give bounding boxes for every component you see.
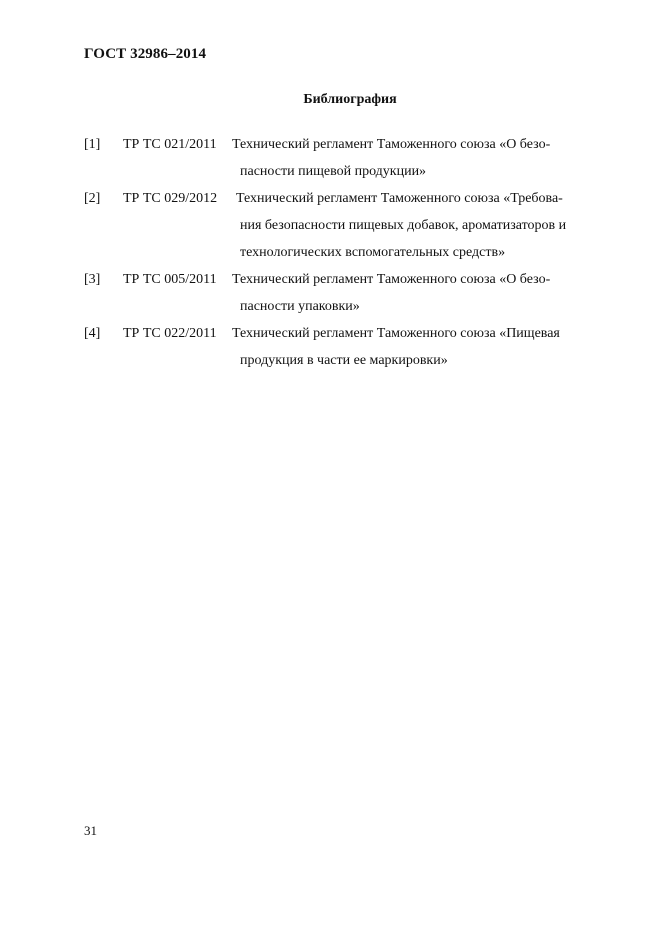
entry-text-line: продукция в части ее маркировки» [240,353,448,368]
entry-code: ТР ТС 022/2011 [123,326,217,341]
entry-text-line: Технический регламент Таможенного союза «Требова- [236,191,563,206]
entry-number: [3] [84,272,101,287]
page-number: 31 [84,823,97,838]
entry-number: [2] [84,191,101,206]
entry-text-line: ния безопасности пищевых добавок, ароматизаторов и [240,218,567,233]
document-header: ГОСТ 32986–2014 [84,46,207,62]
entry-text-line: технологических вспомогательных средств» [240,245,506,260]
entry-text-line: Технический регламент Таможенного союза «О безо- [232,272,551,287]
entry-text-line: Технический регламент Таможенного союза «О безо- [232,137,551,152]
entry-code: ТР ТС 021/2011 [123,137,217,152]
entry-number: [1] [84,137,101,152]
entry-code: ТР ТС 029/2012 [123,191,218,206]
entry-text-line: пасности пищевой продукции» [240,164,427,179]
entry-text-line: пасности упаковки» [240,299,360,314]
section-title: Библиография [303,92,397,107]
entry-text-line: Технический регламент Таможенного союза «Пищевая [232,326,560,341]
entry-code: ТР ТС 005/2011 [123,272,217,287]
entry-number: [4] [84,326,101,341]
